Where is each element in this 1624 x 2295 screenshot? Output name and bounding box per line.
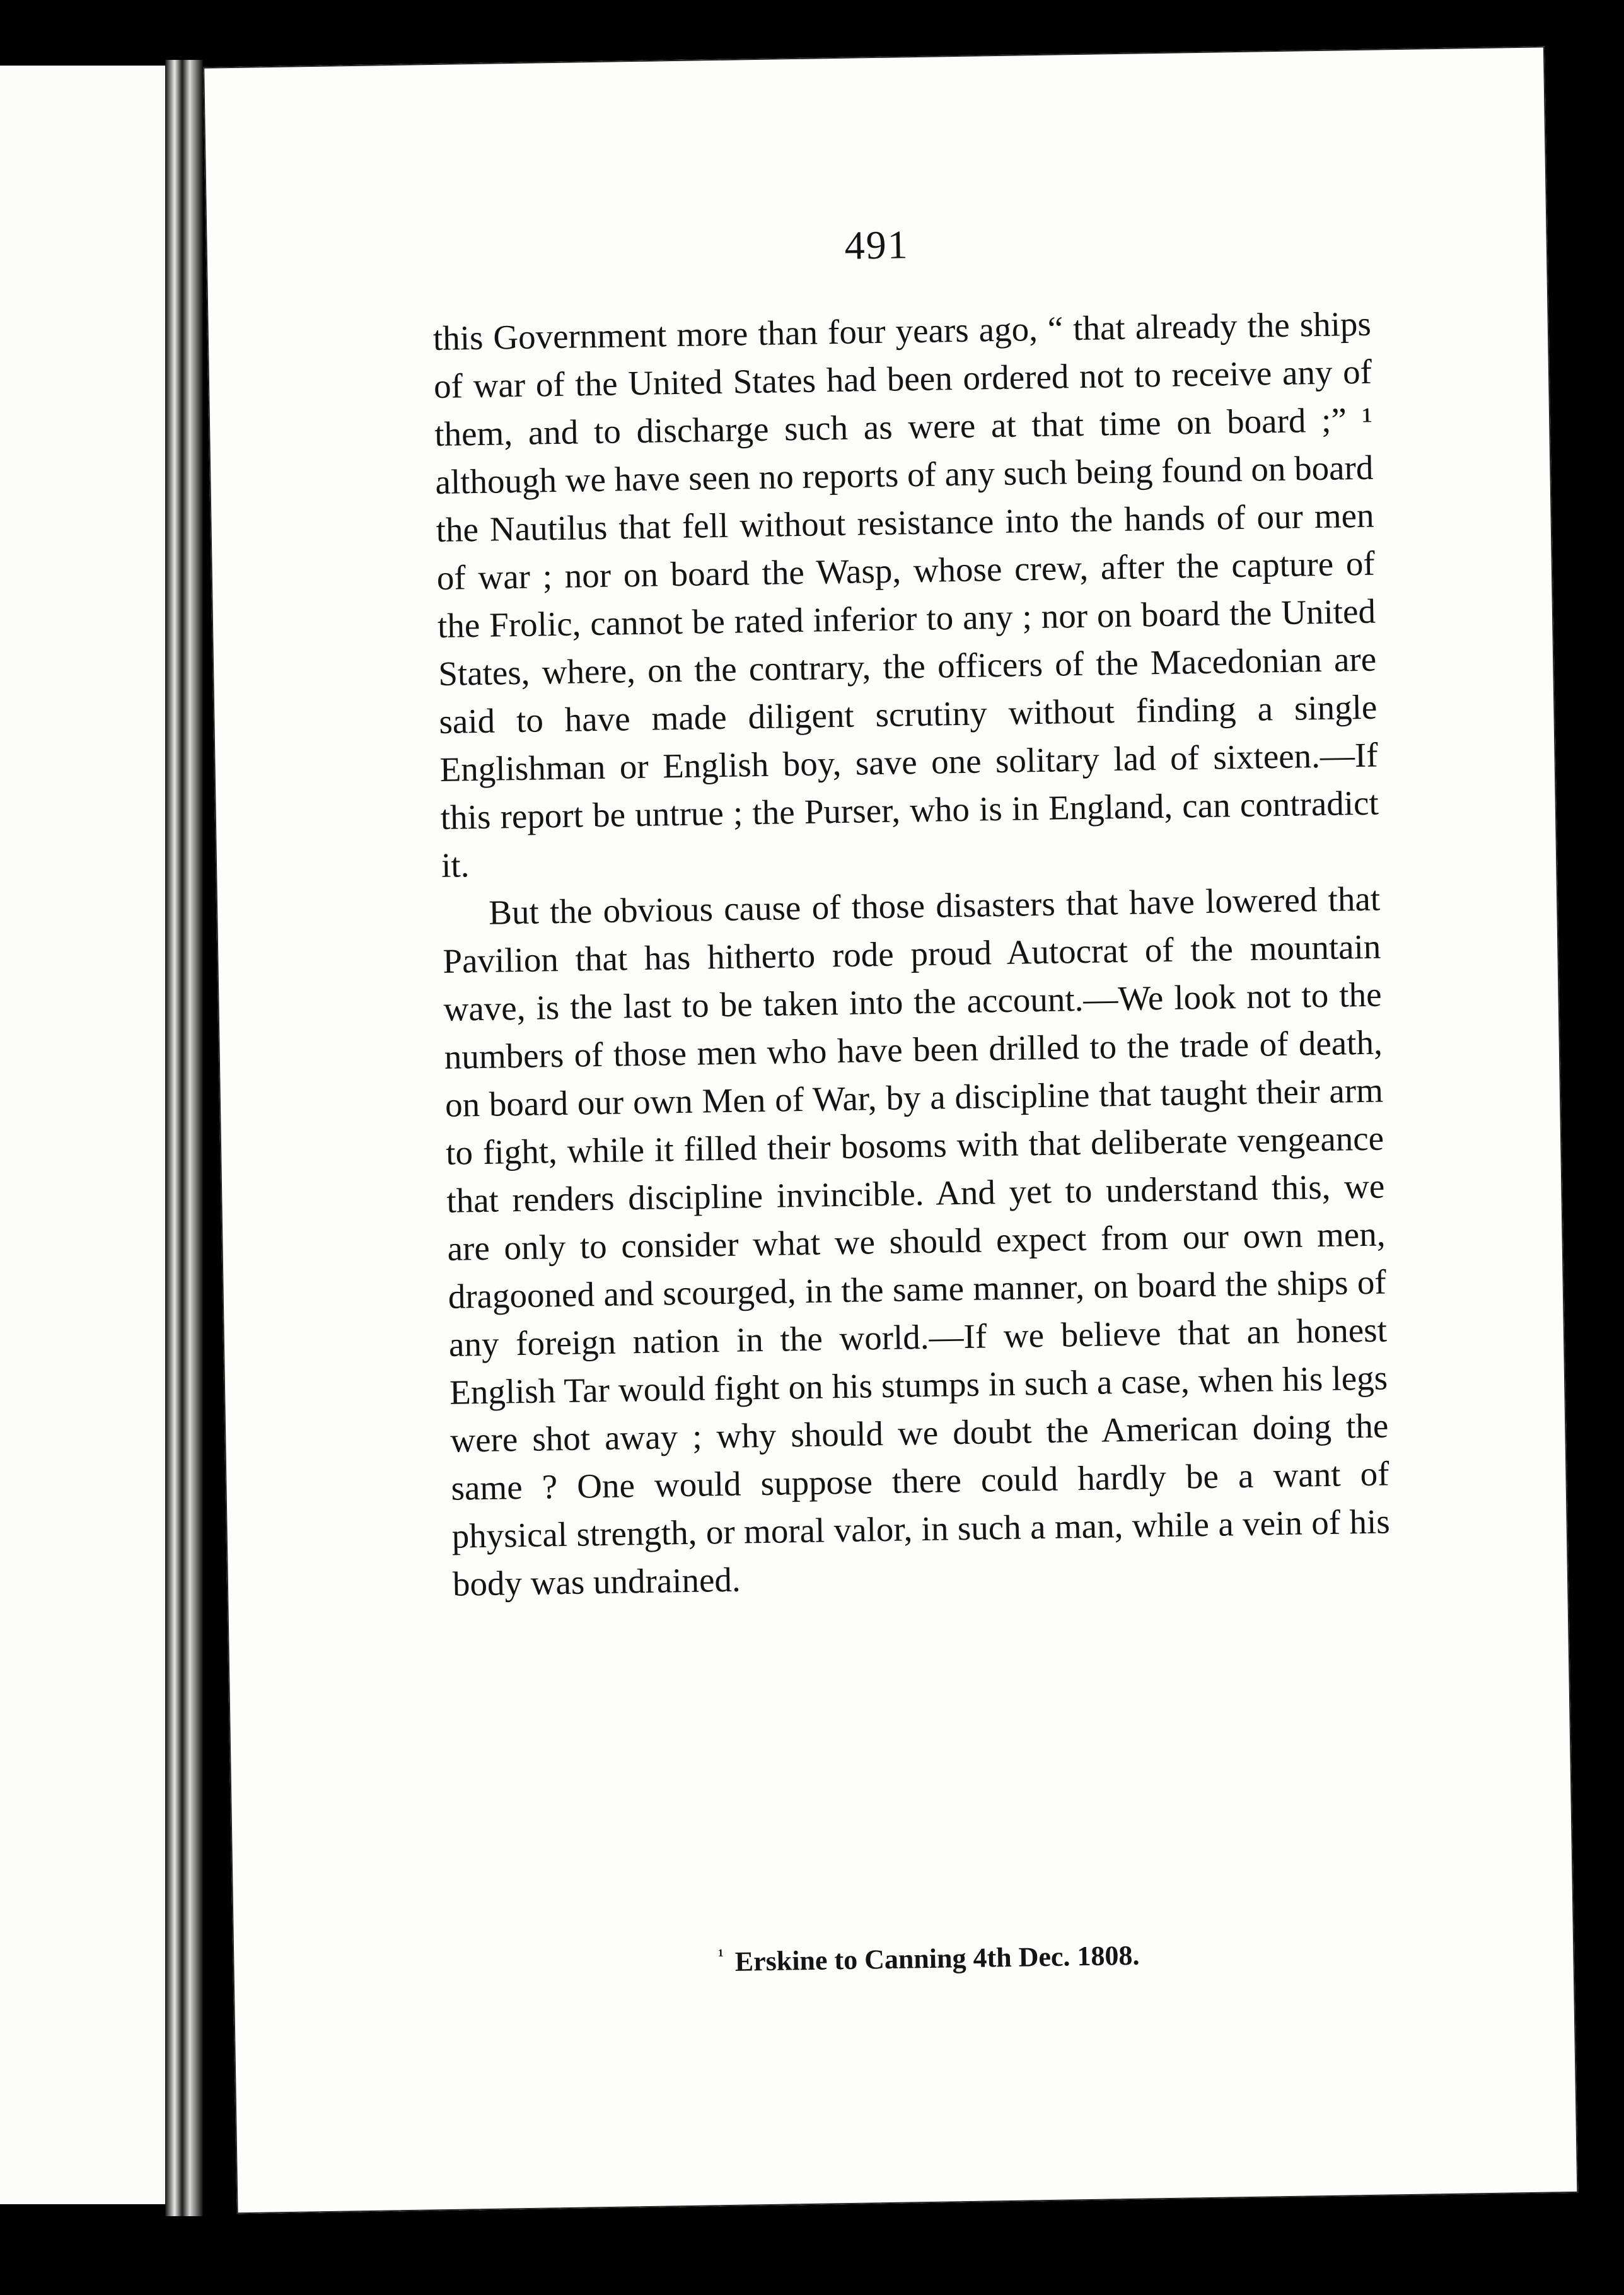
right-page xyxy=(203,46,1578,2214)
body-text xyxy=(432,300,1391,1608)
book-spine xyxy=(165,60,203,2216)
footnote-text: Erskine to Canning 4th Dec. 1808. xyxy=(734,1939,1140,1977)
paragraph-1: this Government more than four years ago, “ that already the ships of war of the United States had been ordered not to receive any of them, and to discharge such as were at that time on board ;” ¹ although we have seen no reports of any such being found on board the Nautilus that fell without resistance into the hands of our men of war ; nor on board the Wasp, whose crew, after the capture of the Frolic, cannot be rated inferior to any ; nor on board the United States, where, on the contrary, the officers of the Macedonian are said to have made diligent scrutiny without finding a single Englishman or English boy, save one solitary lad of sixteen.—If this report be untrue ; the Purser, who is in England, can contradict it. xyxy=(432,304,1379,885)
paragraph-2: But the obvious cause of those disasters that have lowered that Pavilion that has hitherto rode proud Autocrat of the mountain wave, is the last to be taken into the account.—We look not to the numbers of those men who have been drilled to the trade of death, on board our own Men of War, by a discipline that taught their arm to fight, while it filled their bosoms with that deliberate vengeance that renders discipline invincible. And yet to understand this, we are only to consider what we should expect from our own men, dragooned and scourged, in the same manner, on board the ships of any foreign nation in the world.—If we believe that an honest English Tar would fight on his stumps in such a case, when his legs were shot away ; why should we doubt the American doing the same ? One would suppose there could hardly be a want of physical strength, or moral valor, in such a man, while a vein of his body was undrained. xyxy=(442,879,1391,1603)
left-page-edge xyxy=(0,66,165,2204)
page-number: 491 xyxy=(844,222,910,268)
footnote xyxy=(460,1935,1398,1982)
footnote-mark: ¹ xyxy=(717,1946,724,1966)
